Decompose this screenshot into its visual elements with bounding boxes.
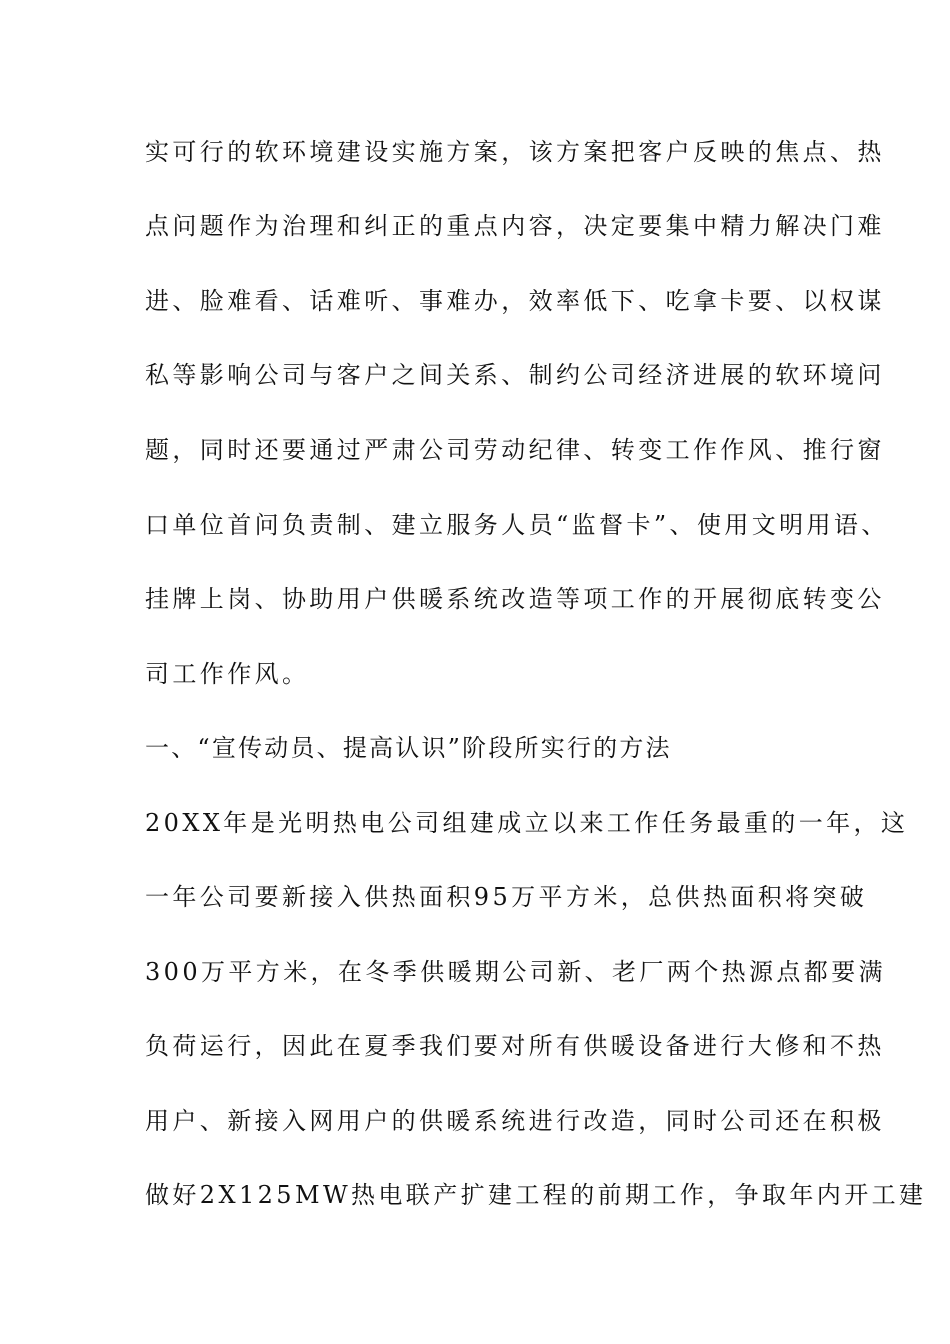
text-line-15: 做好2X125MW热电联产扩建工程的前期工作，争取年内开工建: [145, 1181, 927, 1209]
text-line-13: 负荷运行，因此在夏季我们要对所有供暖设备进行大修和不热: [145, 1032, 885, 1060]
text-line-7: 挂牌上岗、协助用户供暖系统改造等项工作的开展彻底转变公: [145, 585, 885, 613]
text-line-10: 20XX年是光明热电公司组建成立以来工作任务最重的一年，这: [145, 809, 909, 837]
text-line-5: 题，同时还要通过严肃公司劳动纪律、转变工作作风、推行窗: [145, 436, 885, 464]
section-heading: 一、“宣传动员、提高认识”阶段所实行的方法: [145, 734, 672, 762]
text-line-14: 用户、新接入网用户的供暖系统进行改造，同时公司还在积极: [145, 1107, 885, 1135]
text-line-11: 一年公司要新接入供热面积95万平方米，总供热面积将突破: [145, 883, 868, 911]
text-line-4: 私等影响公司与客户之间关系、制约公司经济进展的软环境问: [145, 361, 885, 389]
text-line-2: 点问题作为治理和纠正的重点内容，决定要集中精力解决门难: [145, 212, 885, 240]
text-line-1: 实可行的软环境建设实施方案，该方案把客户反映的焦点、热: [145, 138, 885, 166]
text-line-3: 进、脸难看、话难听、事难办，效率低下、吃拿卡要、以权谋: [145, 287, 885, 315]
text-line-12: 300万平方米，在冬季供暖期公司新、老厂两个热源点都要满: [145, 958, 887, 986]
text-line-6: 口单位首问负责制、建立服务人员“监督卡”、使用文明用语、: [145, 511, 889, 539]
text-line-8: 司工作作风。: [145, 660, 310, 688]
